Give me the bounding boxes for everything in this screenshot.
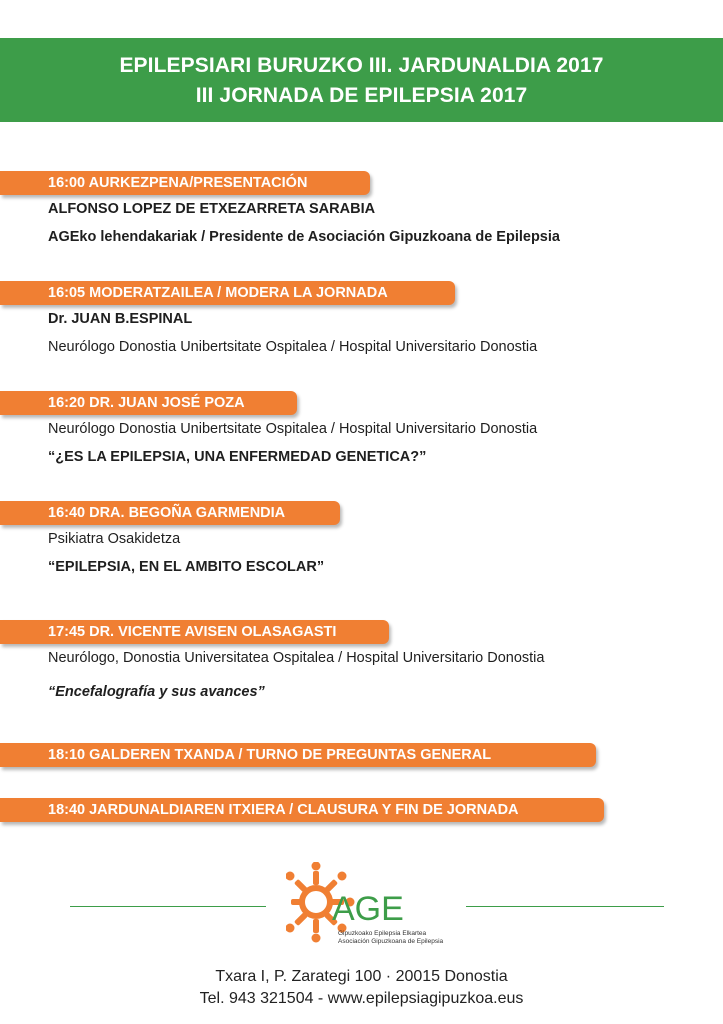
talk-title: “¿ES LA EPILEPSIA, UNA ENFERMEDAD GENETICA?” bbox=[48, 449, 427, 465]
session-time-bar: 18:10 GALDEREN TXANDA / TURNO DE PREGUNTAS GENERAL bbox=[0, 743, 596, 767]
talk-title: “EPILEPSIA, EN EL AMBITO ESCOLAR” bbox=[48, 559, 325, 575]
speaker-role: Psikiatra Osakidetza bbox=[48, 531, 181, 547]
speaker-name: ALFONSO LOPEZ DE ETXEZARRETA SARABIA bbox=[48, 201, 376, 217]
speaker-role: Neurólogo Donostia Unibertsitate Ospitalea / Hospital Universitario Donostia bbox=[48, 421, 538, 437]
logo-subtitle-spanish: Asociación Gipuzkoana de Epilepsia bbox=[338, 938, 444, 945]
talk-title: “Encefalografía y sus avances” bbox=[48, 684, 265, 700]
session-time-bar: 18:40 JARDUNALDIAREN ITXIERA / CLAUSURA Y FIN DE JORNADA bbox=[0, 798, 604, 822]
session-time-bar: 16:40 DRA. BEGOÑA GARMENDIA bbox=[0, 501, 340, 525]
logo-subtitle-basque: Gipuzkoako Epilepsia Elkartea bbox=[338, 930, 427, 937]
session-time-bar: 16:00 AURKEZPENA/PRESENTACIÓN bbox=[0, 171, 370, 195]
page-header bbox=[0, 38, 723, 122]
title-spanish: III JORNADA DE EPILEPSIA 2017 bbox=[195, 84, 528, 107]
footer-divider-left bbox=[70, 906, 266, 907]
session-time-bar: 16:05 MODERATZAILEA / MODERA LA JORNADA bbox=[0, 281, 455, 305]
footer-divider-right bbox=[466, 906, 664, 907]
title-basque: EPILEPSIARI BURUZKO III. JARDUNALDIA 2017 bbox=[119, 54, 604, 77]
footer-address: Txara I, P. Zarategi 100 · 20015 Donostia bbox=[215, 968, 508, 985]
speaker-role: AGEko lehendakariak / Presidente de Asociación Gipuzkoana de Epilepsia bbox=[48, 229, 560, 245]
footer-contact: Tel. 943 321504 - www.epilepsiagipuzkoa.eus bbox=[199, 990, 524, 1007]
speaker-role: Neurólogo, Donostia Universitatea Ospitalea / Hospital Universitario Donostia bbox=[48, 650, 545, 666]
speaker-role: Neurólogo Donostia Unibertsitate Ospitalea / Hospital Universitario Donostia bbox=[48, 339, 538, 355]
session-time-bar: 17:45 DR. VICENTE AVISEN OLASAGASTI bbox=[0, 620, 389, 644]
session-time-bar: 16:20 DR. JUAN JOSÉ POZA bbox=[0, 391, 297, 415]
logo-wordmark: AGE bbox=[332, 890, 404, 928]
speaker-name: Dr. JUAN B.ESPINAL bbox=[48, 311, 193, 327]
